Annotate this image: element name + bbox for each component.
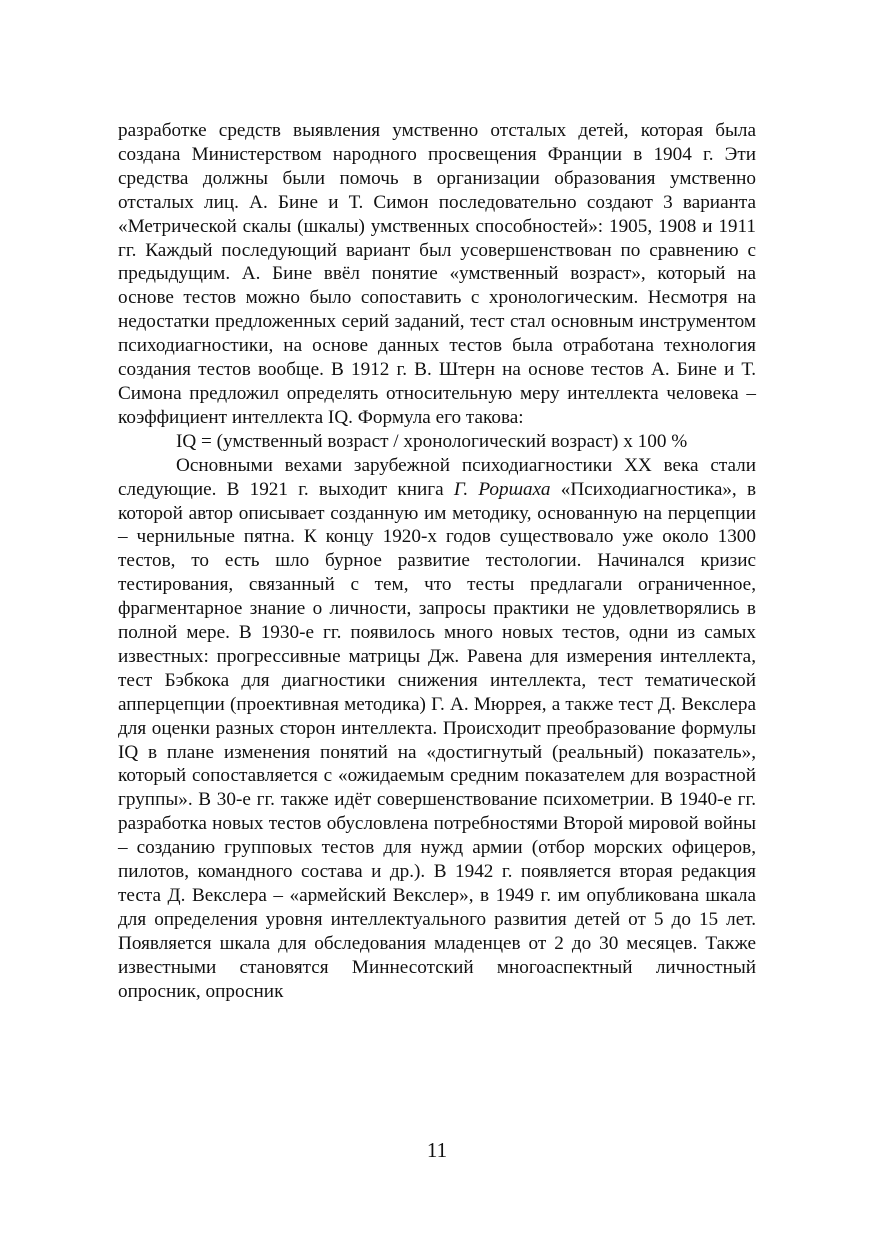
paragraph-milestones [118,454,756,1004]
paragraph-milestones-start: Основными вехами зарубежной психодиагностики XX века стали следующие. В 1921 г. выходит книга [118,454,756,500]
body-text [118,119,756,1004]
paragraph-milestones-rest: «Психодиагностика», в которой автор описывает созданную им методику, основанную на перцепции – чернильные пятна. К концу 1920-х годов существовало уже около 1300 тестов, то есть шло бурное развитие тестологии. Начинался кризис тестирования, связанный с тем, что тесты предлагали ограниченное, фрагментарное знание о личности, запросы практики не удовлетворялись в полной мере. В 1930-е гг. появилось много новых тестов, одни из самых известных: прогрессивные матрицы Дж. Равена для измерения интеллекта, тест Бэбкока для диагностики снижения интеллекта, тест тематической апперцепции (проективная методика) Г. А. Мюррея, а также тест Д. Векслера для оценки разных сторон интеллекта. Происходит преобразование формулы IQ в плане изменения понятий на «достигнутый (реальный) показатель», который сопоставляется с «ожидаемым средним показателем для возрастной группы». В 30-е гг. также идёт совершенствование психометрии. В 1940-е гг. разработка новых тестов обусловлена потребностями Второй мировой войны – созданию групповых тестов для нужд армии (отбор морских офицеров, пилотов, командного состава и др.). В 1942 г. появляется вторая редакция теста Д. Векслера – «армейский Векслер», в 1949 г. им опубликована шкала для определения уровня интеллектуального развития детей от 5 до 15 лет. Появляется шкала для обследования младенцев от 2 до 30 месяцев. Также известными становятся Миннесотский многоаспектный личностный опросник, опросник [118,478,757,1002]
iq-formula: IQ = (умственный возраст / хронологический возраст) х 100 % [176,430,688,452]
author-name-rorschach: Г. Роршаха [453,478,551,500]
page-number: 11 [426,1138,448,1162]
paragraph-continued: разработке средств выявления умственно отсталых детей, которая была создана Министерством народного просвещения Франции в 1904 г. Эти средства должны были помочь в организации образования умственно отсталых лиц. А. Бине и Т. Симон последовательно создают 3 варианта «Метрической скалы (шкалы) умственных способностей»: 1905, 1908 и 1911 гг. Каждый последующий вариант был усовершенствован по сравнению с предыдущим. А. Бине ввёл понятие «умственный возраст», который на основе тестов можно было сопоставить с хронологическим. Несмотря на недостатки предложенных серий заданий, тест стал основным инструментом психодиагностики, на основе данных тестов была отработана технология создания тестов вообще. В 1912 г. В. Штерн на основе тестов А. Бине и Т. Симона предложил определять относительную меру интеллекта человека – коэффициент интеллекта IQ. Формула его такова: [118,120,756,428]
